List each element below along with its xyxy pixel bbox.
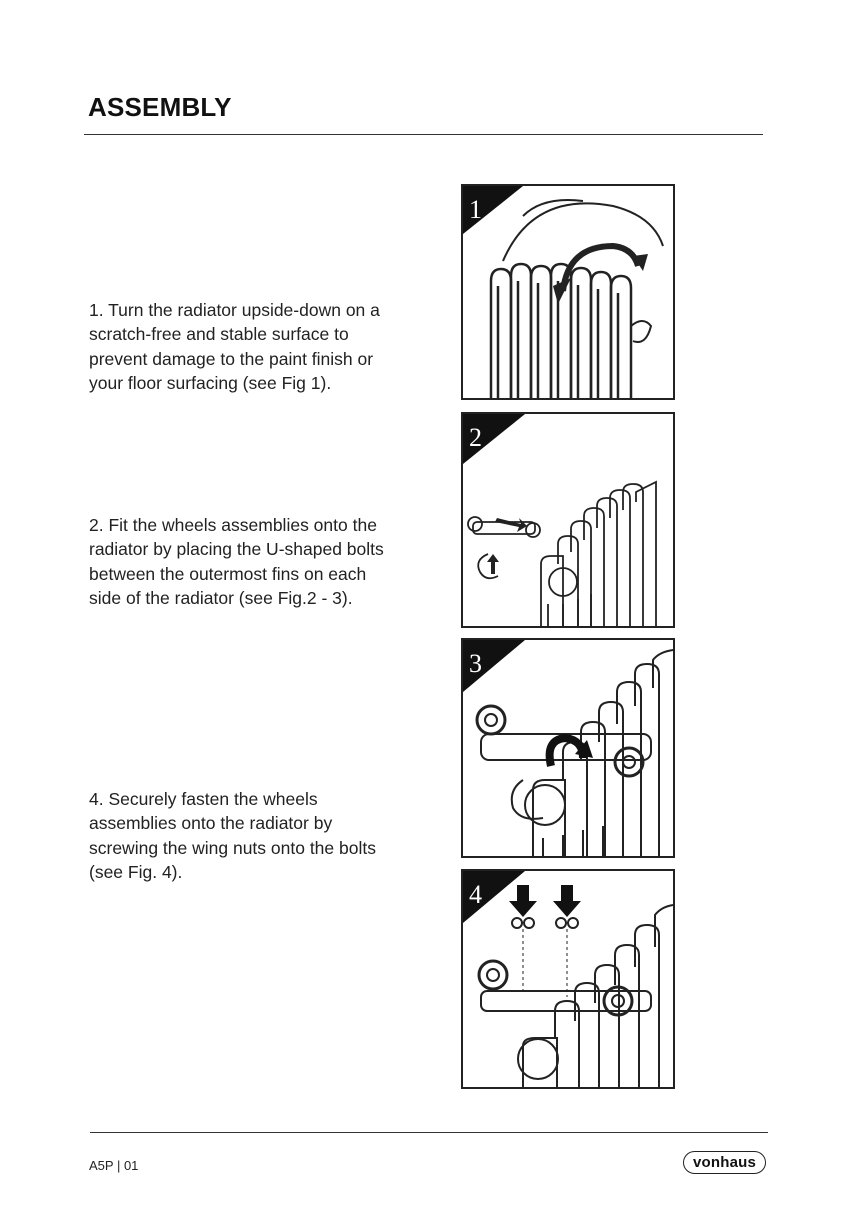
step-1-text: 1. Turn the radiator upside-down on a scratch-free and stable surface to prevent damage to the paint finish or your floor surfacing (see Fig 1). bbox=[89, 300, 380, 394]
footer-divider bbox=[90, 1132, 768, 1133]
page-title: ASSEMBLY bbox=[88, 92, 232, 122]
figure-2-illustration bbox=[463, 414, 673, 626]
brand-logo: vonhaus bbox=[683, 1151, 766, 1174]
figure-4 bbox=[461, 869, 675, 1089]
figure-3-number: 3 bbox=[469, 649, 482, 678]
figure-1-illustration bbox=[463, 186, 673, 398]
figure-4-number: 4 bbox=[469, 880, 482, 909]
figure-1-number: 1 bbox=[469, 195, 482, 224]
step-2-text: 2. Fit the wheels assemblies onto the radiator by placing the U-shaped bolts between the outermost fins on each side of the radiator (see Fig.2 - 3). bbox=[89, 515, 384, 609]
step-4-text: 4. Securely fasten the wheels assemblies onto the radiator by screwing the wing nuts onto the bolts (see Fig. 4). bbox=[89, 789, 376, 883]
figure-2 bbox=[461, 412, 675, 628]
figure-1 bbox=[461, 184, 675, 400]
page-code: A5P | 01 bbox=[89, 1158, 139, 1173]
figure-2-number: 2 bbox=[469, 423, 482, 452]
figure-3 bbox=[461, 638, 675, 858]
figure-4-illustration bbox=[463, 871, 673, 1087]
header-divider bbox=[84, 134, 763, 135]
figure-3-illustration bbox=[463, 640, 673, 856]
